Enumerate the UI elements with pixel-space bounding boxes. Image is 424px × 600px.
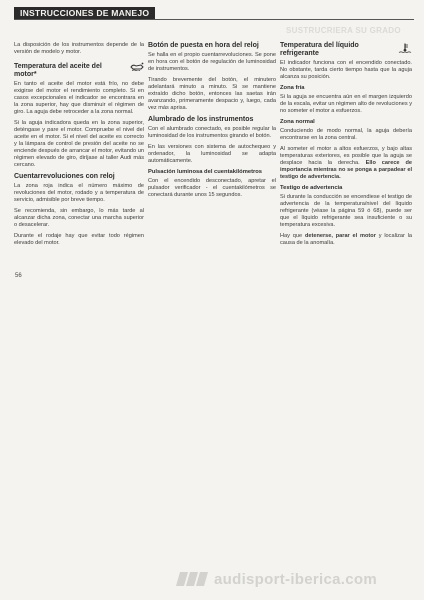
- warning-text-a: Hay que: [280, 233, 303, 239]
- cold-zone-paragraph: Si la aguja se encuentra aún en el margen izquierdo de la escala, evitar un régimen alto de revoluciones y no someter el motor a esfuerzos.: [280, 94, 412, 114]
- warning-light-heading: Testigo de advertencia: [280, 185, 343, 191]
- warning-text-c: y localizar la causa de la anomalía.: [280, 233, 413, 246]
- odometer-light-paragraph: Con el encendido desconectado, apretar el pulsador verificador - el cuentakilómetros se conectará durante unos 15 segundos.: [148, 178, 276, 198]
- column-right: [280, 42, 412, 251]
- clock-button-paragraph-2: Tirando brevemente del botón, el minutero adelantará minuto a minuto. Si se mantiene extraído dicho botón, entonces las saetas irán avanzando, primeramente despacio y, luego, cada vez más aprisa.: [148, 77, 276, 111]
- oil-temp-heading: Temperatura del aceite del motor*: [14, 63, 102, 78]
- instrument-lighting-paragraph-2: En las versiones con sistema de autochequeo y ordenador, la luminosidad se adapta automáticamente.: [148, 144, 276, 164]
- normal-zone-paragraph-2: [280, 146, 412, 181]
- oil-temp-paragraph-1: En tanto el aceite del motor está frío, no debe exigirse del motor el rendimiento completo. Si en casos excepcionales el indicador se encontrara en la zona superior, hay que disminuir el régimen de giro. La aguja debe retroceder a la zona normal.: [14, 81, 144, 115]
- tachometer-paragraph-1: La zona roja indica el número máximo de revoluciones del motor, rodado y a temperatura de servicio, admisible por breve tiempo.: [14, 183, 144, 203]
- oil-temp-paragraph-2: Si la aguja indicadora queda en la zona superior, deténgase y pare el motor. Compruebe el nivel del aceite en el motor. Si el nivel del aceite es correcto y la lámpara de control de presión del aceite no se enciende después de arrancar el motor, evitando un régimen elevado de giro, diríjase al taller Audi más cercano.: [14, 120, 144, 168]
- normal-zone-emphasis: Ello carece de importancia mientras no se ponga a parpadear el testigo de advertencia.: [280, 160, 412, 180]
- watermark: [172, 571, 377, 587]
- oil-temp-heading-row: [14, 60, 144, 79]
- warning-light-paragraph-2: [280, 233, 412, 247]
- watermark-text: audisport-iberica.com: [214, 570, 378, 588]
- instrument-lighting-paragraph-1: Con el alumbrado conectado, es posible regular la luminosidad de los instrumentos girando el botón.: [148, 126, 276, 139]
- coolant-temperature-icon: [398, 43, 412, 53]
- coolant-heading: Temperatura del líquido refrigerante: [280, 42, 359, 57]
- page-number: 56: [15, 273, 22, 279]
- coolant-paragraph-1: El indicador funciona con el encendido conectado. No obstante, tarda cierto tiempo hasta que la aguja alcanza su posición.: [280, 60, 412, 80]
- column-left: [14, 42, 144, 251]
- instrument-lighting-heading: Alumbrado de los instrumentos: [148, 116, 254, 123]
- column-middle: [148, 42, 276, 203]
- coolant-heading-row: [280, 42, 412, 58]
- clock-button-heading: Botón de puesta en hora del reloj: [148, 42, 259, 49]
- tachometer-paragraph-2: Se recomienda, sin embargo, lo más tarde al alcanzar dicha zona, conectar una marcha superior o desacelerar.: [14, 208, 144, 228]
- oil-temperature-icon: [130, 61, 144, 71]
- header-bar: [14, 7, 414, 20]
- normal-zone-text: Al someter el motor a altos esfuerzos, y bajo altas temperaturas exteriores, es posible que la aguja se desplace hacia la derecha.: [280, 146, 412, 166]
- normal-zone-paragraph-1: Conduciendo de modo normal, la aguja debería encontrarse en la zona central.: [280, 128, 412, 141]
- cold-zone-heading: Zona fría: [280, 85, 305, 91]
- tachometer-heading: Cuentarrevoluciones con reloj: [14, 173, 115, 180]
- intro-text: La disposición de los instrumentos depende de la versión de modelo y motor.: [14, 42, 144, 55]
- page-title: INSTRUCCIONES DE MANEJO: [14, 7, 155, 19]
- odometer-light-heading: Pulsación luminosa del cuentakilómetros: [148, 169, 263, 175]
- clock-button-paragraph-1: Se halla en el propio cuentarrevoluciones. Se pone en hora con el botón de regulación de luminosidad de instrumentos.: [148, 52, 276, 72]
- audisport-logo-icon: [172, 572, 208, 586]
- warning-emphasis: detenerse, parar el motor: [304, 233, 376, 239]
- tachometer-paragraph-3: Durante el rodaje hay que evitar todo régimen elevado del motor.: [14, 233, 144, 246]
- normal-zone-heading: Zona normal: [280, 119, 315, 125]
- bleed-through-header: SUSTRUCRIERA SU GRADO: [286, 26, 401, 35]
- warning-light-paragraph-1: Si durante la conducción se encendiese el testigo de advertencia de la temperatura/nivel del líquido refrigerante (véase la página 59 ó 68), puede ser que el líquido refrigerante sea insuficiente o su temperatura excesiva.: [280, 194, 412, 228]
